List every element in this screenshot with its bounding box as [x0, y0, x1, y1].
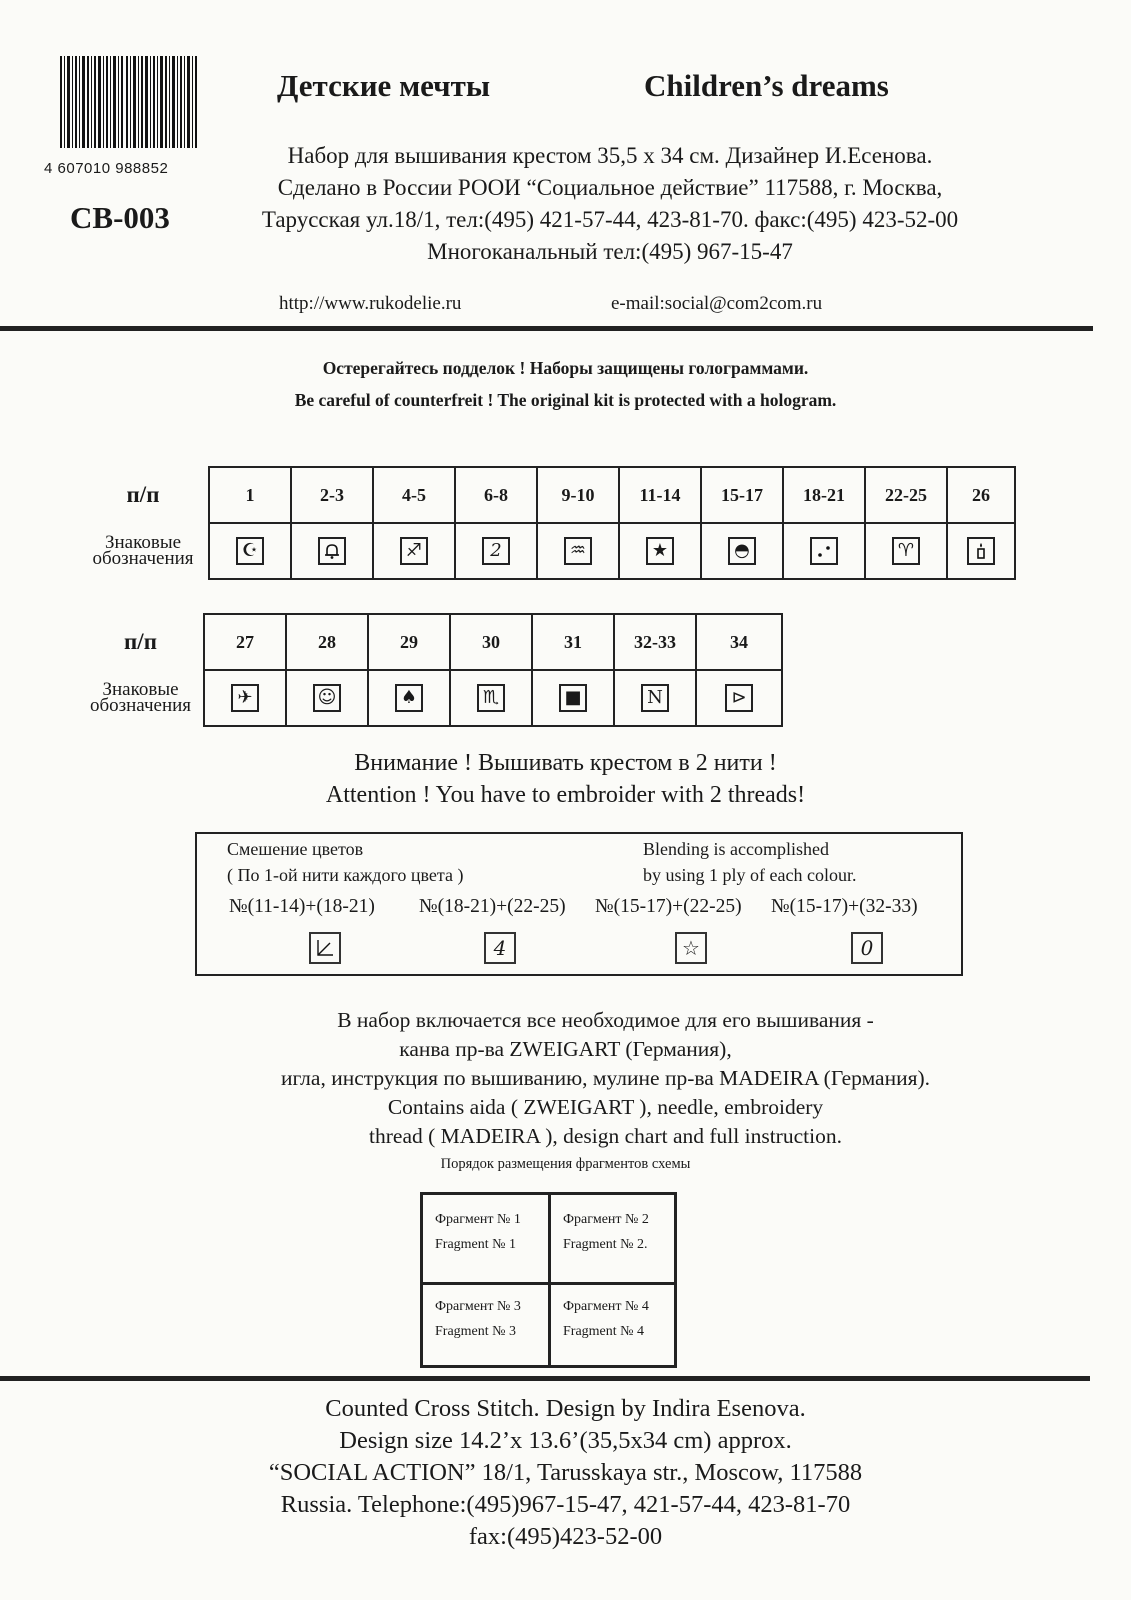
grid-divider	[548, 1195, 551, 1365]
fragments-title: Порядок размещения фрагментов схемы	[440, 1156, 691, 1172]
star-outline-icon: ☆	[675, 932, 707, 964]
double-triangle-icon: ⊳	[725, 684, 753, 712]
footer-line: Russia. Telephone:(495)967-15-47, 421-57-44, 423-81-70	[280, 1491, 851, 1518]
blending-ru-line: ( По 1-ой нити каждого цвета )	[227, 865, 464, 885]
key-label	[78, 523, 209, 579]
key-label-line: Знаковые	[104, 532, 182, 553]
fragment-ru: Фрагмент № 1	[435, 1212, 521, 1227]
color-number: 34	[696, 614, 782, 670]
info-line: Сделано в России РООИ “Социальное действие” 117588, г. Москва,	[277, 175, 943, 200]
color-number: 22-25	[865, 467, 947, 523]
footer-line: fax:(495)423-52-00	[468, 1523, 663, 1550]
color-number: 28	[286, 614, 368, 670]
color-number: 32-33	[614, 614, 696, 670]
fragment-cell	[435, 1207, 521, 1257]
half-circle-icon: ◓	[728, 537, 756, 565]
airplane-icon: ✈	[231, 684, 259, 712]
color-number: 1	[209, 467, 291, 523]
aries-icon: ♈	[892, 537, 920, 565]
script-two-icon: 2	[482, 537, 510, 565]
blending-box	[195, 832, 963, 976]
key-label-line: Знаковые	[102, 679, 179, 700]
footer-line: “SOCIAL ACTION” 18/1, Tarusskaya str., Moscow, 117588	[268, 1459, 863, 1486]
scorpio-icon: ♏	[477, 684, 505, 712]
moon-star-icon: ☪	[236, 537, 264, 565]
fragment-cell	[563, 1207, 649, 1257]
row-label: п/п	[124, 629, 157, 654]
number-four-icon: 4	[484, 932, 516, 964]
sagittarius-icon: ♐	[400, 537, 428, 565]
fragment-en: Fragment № 3	[435, 1324, 517, 1339]
attention-en: Attention ! You have to embroider with 2 threads!	[325, 782, 806, 808]
smiley-icon: ☺	[313, 684, 341, 712]
contents-line: thread ( MADEIRA ), design chart and full instruction.	[369, 1124, 842, 1148]
color-number: 6-8	[455, 467, 537, 523]
fragment-ru: Фрагмент № 3	[435, 1299, 521, 1314]
key-label-line: обозначения	[92, 548, 194, 569]
footer-line: Design size 14.2’x 13.6’(35,5x34 cm) approx.	[339, 1427, 792, 1454]
symbol-table-1	[78, 466, 1016, 580]
email-link[interactable]: e-mail:social@com2com.ru	[611, 293, 823, 314]
color-number: 18-21	[783, 467, 865, 523]
info-line: Многоканальный тел:(495) 967-15-47	[427, 239, 793, 264]
color-number: 30	[450, 614, 532, 670]
color-number: 9-10	[537, 467, 619, 523]
contents-line: В набор включается все необходимое для его вышивания -	[337, 1008, 874, 1032]
blend-formula: №(15-17)+(22-25)	[595, 896, 742, 917]
barcode-bars	[60, 56, 198, 148]
zero-icon: 0	[851, 932, 883, 964]
product-code: CB-003	[70, 200, 170, 235]
contents-line: игла, инструкция по вышиванию, мулине пр-ва MADEIRA (Германия).	[280, 1066, 931, 1090]
title-ru: Детские мечты	[277, 68, 491, 103]
footer-info	[0, 1393, 1131, 1553]
fragments-grid	[420, 1192, 677, 1368]
color-number: 11-14	[619, 467, 701, 523]
grid-divider	[423, 1282, 674, 1285]
divider-top	[0, 326, 1093, 331]
contents-line: канва пр-ва ZWEIGART (Германия),	[399, 1037, 732, 1061]
website-link[interactable]: http://www.rukodelie.ru	[279, 293, 462, 314]
color-number: 27	[204, 614, 286, 670]
blending-en-line: Blending is accomplished	[643, 839, 829, 859]
row-label: п/п	[126, 482, 160, 507]
fragment-ru: Фрагмент № 4	[563, 1299, 649, 1314]
candle-icon	[967, 537, 995, 565]
blend-formula: №(18-21)+(22-25)	[419, 896, 566, 917]
publisher-info	[205, 140, 1015, 268]
fragment-en: Fragment № 4	[563, 1324, 645, 1339]
fragment-en: Fragment № 2.	[563, 1237, 648, 1252]
attention-ru: Внимание ! Вышивать крестом в 2 нити !	[354, 750, 777, 776]
key-label-line: обозначения	[89, 695, 192, 716]
contents-ru	[0, 1006, 1131, 1151]
key-label	[78, 670, 204, 726]
color-number: 15-17	[701, 467, 783, 523]
fragment-cell	[563, 1294, 649, 1344]
barcode	[44, 56, 198, 177]
spade-icon: ♠	[395, 684, 423, 712]
star-filled-icon: ★	[646, 537, 674, 565]
contents-line: Contains aida ( ZWEIGART ), needle, embroidery	[387, 1095, 824, 1119]
two-dots-icon	[810, 537, 838, 565]
blending-ru-line: Смешение цветов	[227, 839, 364, 859]
symbol-table-2	[78, 613, 783, 727]
info-line: Тарусская ул.18/1, тел:(495) 421-57-44, 423-81-70. факс:(495) 423-52-00	[261, 207, 959, 232]
title-en: Children’s dreams	[644, 68, 889, 103]
fragment-cell	[435, 1294, 521, 1344]
warning-en: Be careful of counterfreit ! The original kit is protected with a hologram.	[294, 390, 837, 410]
bell-icon	[318, 537, 346, 565]
color-number: 4-5	[373, 467, 455, 523]
blend-formula: №(15-17)+(32-33)	[771, 896, 918, 917]
color-number: 29	[368, 614, 450, 670]
info-line: Набор для вышивания крестом 35,5 х 34 см. Дизайнер И.Есенова.	[287, 143, 933, 168]
divider-bottom	[0, 1376, 1090, 1381]
blending-en	[643, 836, 856, 888]
blending-en-line: by using 1 ply of each colour.	[643, 865, 857, 885]
barcode-number: 4 607010 988852	[44, 160, 169, 177]
letter-n-icon: N	[641, 684, 669, 712]
fragment-ru: Фрагмент № 2	[563, 1212, 649, 1227]
blending-ru	[227, 836, 463, 888]
filled-square-icon: ■	[559, 684, 587, 712]
angle-arrow-icon	[309, 932, 341, 964]
blend-formula: №(11-14)+(18-21)	[229, 896, 375, 917]
aquarius-icon: ♒	[564, 537, 592, 565]
color-number: 26	[947, 467, 1015, 523]
warning-ru: Остерегайтесь подделок ! Наборы защищены голограммами.	[322, 358, 809, 378]
color-number: 2-3	[291, 467, 373, 523]
color-number: 31	[532, 614, 614, 670]
footer-line: Counted Cross Stitch. Design by Indira Esenova.	[325, 1395, 806, 1422]
fragment-en: Fragment № 1	[435, 1237, 517, 1252]
